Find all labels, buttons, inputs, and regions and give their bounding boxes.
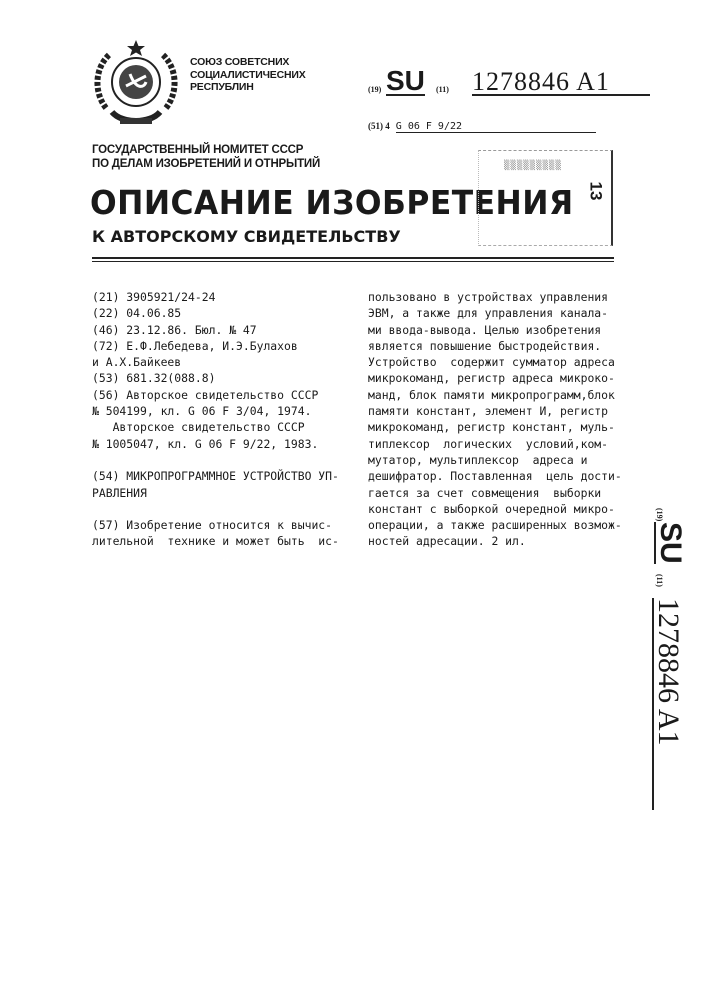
patent-header xyxy=(368,68,650,98)
side-patent-number-text: 1278846 A1 xyxy=(652,598,682,810)
code-19: (19) xyxy=(368,85,381,94)
text-line: ЭВМ, а также для управления канала- xyxy=(368,305,628,321)
union-line: СОЮЗ СОВЕТСНИХ xyxy=(190,56,306,69)
ussr-emblem xyxy=(92,38,180,130)
text-line: ностей адресации. 2 ил. xyxy=(368,533,628,549)
union-name xyxy=(190,56,306,94)
text-line: (54) МИКРОПРОГРАММНОЕ УСТРОЙСТВО УП- xyxy=(92,468,352,484)
text-line: микрокоманд, регистр адреса микроко- xyxy=(368,370,628,386)
union-line: РЕСПУБЛИН xyxy=(190,81,306,94)
text-line xyxy=(92,452,352,468)
divider xyxy=(92,257,614,259)
text-line: № 504199, кл. G 06 F 3/04, 1974. xyxy=(92,403,352,419)
text-line: и А.Х.Байкеев xyxy=(92,354,352,370)
patent-number: 1278846 A1 xyxy=(472,70,650,96)
text-line: № 1005047, кл. G 06 F 9/22, 1983. xyxy=(92,436,352,452)
side-country-code: SU xyxy=(654,522,684,564)
document-title: ОПИСАНИЕ ИЗОБРЕТЕНИЯ xyxy=(90,183,574,222)
text-line: (72) Е.Ф.Лебедева, И.Э.Булахов xyxy=(92,338,352,354)
text-line: констант с выборкой очередной микро- xyxy=(368,501,628,517)
code-11: (11) xyxy=(436,85,449,94)
text-line: операции, а также расширенных возмож- xyxy=(368,517,628,533)
abstract-column xyxy=(368,289,628,550)
classification-code: (51) 4 xyxy=(368,121,390,131)
committee-name xyxy=(92,143,320,171)
text-line: (53) 681.32(088.8) xyxy=(92,370,352,386)
text-line xyxy=(92,501,352,517)
text-line: дешифратор. Поставленная цель дости- xyxy=(368,468,628,484)
committee-line: ПО ДЕЛАМ ИЗОБРЕТЕНИЙ И ОТНРЫТИЙ xyxy=(92,157,320,171)
text-line: (21) 3905921/24-24 xyxy=(92,289,352,305)
text-line: гается за счет совмещения выборки xyxy=(368,485,628,501)
classification xyxy=(368,121,596,133)
side-code-19: (19) xyxy=(655,508,664,521)
text-line: лительной технике и может быть ис- xyxy=(92,533,352,549)
classification-value: G 06 F 9/22 xyxy=(396,121,596,133)
text-line: (56) Авторское свидетельство СССР xyxy=(92,387,352,403)
document-subtitle: К АВТОРСКОМУ СВИДЕТЕЛЬСТВУ xyxy=(92,227,401,246)
text-line: (46) 23.12.86. Бюл. № 47 xyxy=(92,322,352,338)
stamp-number: 13 xyxy=(586,182,606,201)
text-line: является повышение быстродействия. xyxy=(368,338,628,354)
text-line: Авторское свидетельство СССР xyxy=(92,419,352,435)
library-stamp xyxy=(478,150,613,246)
country-code: SU xyxy=(386,68,425,96)
union-line: СОЦИАЛИСТИЧЕСНИХ xyxy=(190,69,306,82)
text-line: Устройство содержит сумматор адреса xyxy=(368,354,628,370)
text-line: мутатор, мультиплексор адреса и xyxy=(368,452,628,468)
bibliographic-column xyxy=(92,289,352,550)
text-line: пользовано в устройствах управления xyxy=(368,289,628,305)
text-line: памяти констант, элемент И, регистр xyxy=(368,403,628,419)
text-line: (57) Изобретение относится к вычис- xyxy=(92,517,352,533)
text-line: (22) 04.06.85 xyxy=(92,305,352,321)
stamp-text: ▒▒▒▒▒▒▒▒▒ xyxy=(504,161,562,171)
side-patent-number xyxy=(638,508,694,808)
side-code-11: (11) xyxy=(655,574,664,587)
committee-line: ГОСУДАРСТВЕННЫЙ НОМИТЕТ СССР xyxy=(92,143,320,157)
text-line: РАВЛЕНИЯ xyxy=(92,485,352,501)
text-line: микрокоманд, регистр констант, муль- xyxy=(368,419,628,435)
text-line: ми ввода-вывода. Целью изобретения xyxy=(368,322,628,338)
divider xyxy=(92,261,614,262)
text-line: манд, блок памяти микропрограмм,блок xyxy=(368,387,628,403)
text-line: типлексор логических условий,ком- xyxy=(368,436,628,452)
